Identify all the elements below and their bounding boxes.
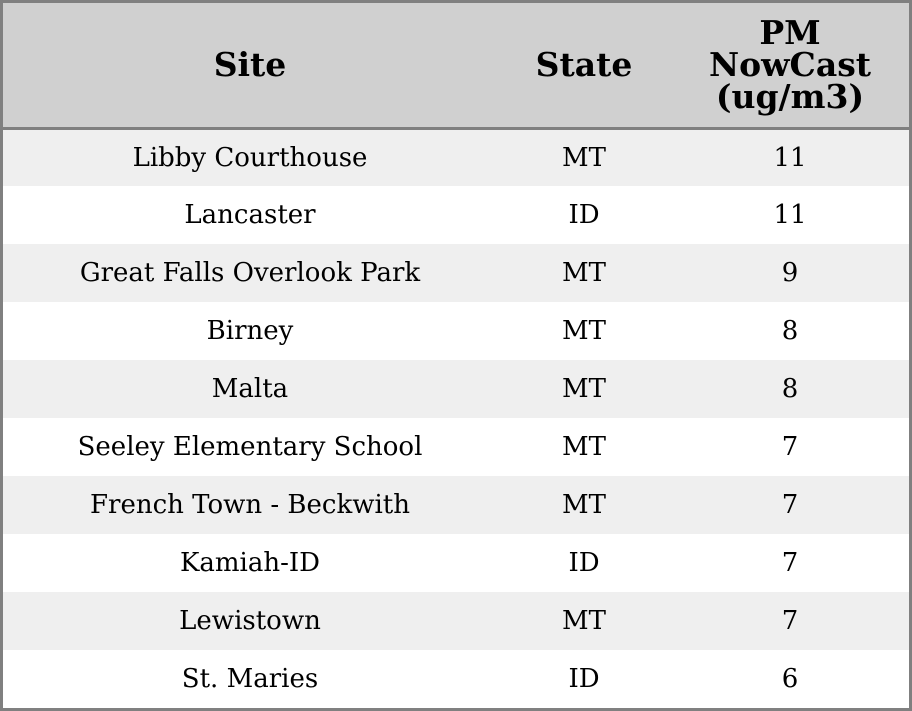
cell-site: Great Falls Overlook Park: [79, 258, 421, 288]
cell-site: St. Maries: [181, 664, 319, 694]
column-header-pm-line-2: NowCast: [708, 44, 872, 84]
column-header-pm-line-3: (ug/m3): [715, 76, 865, 116]
pm-nowcast-table: [3, 3, 909, 708]
cell-state: MT: [562, 374, 606, 404]
column-header-pm-line-1: PM: [759, 12, 821, 52]
column-header-state: State: [497, 3, 671, 128]
cell-state: ID: [568, 548, 600, 578]
table-row: [3, 360, 909, 418]
table-body: [3, 128, 909, 708]
table-row: [3, 128, 909, 186]
table-row: [3, 418, 909, 476]
table-header: [3, 3, 909, 128]
cell-pm-nowcast: 8: [781, 316, 799, 346]
table-row: [3, 650, 909, 708]
cell-site: Lancaster: [184, 200, 316, 230]
cell-pm-nowcast: 6: [781, 664, 799, 694]
cell-state: MT: [562, 142, 606, 173]
table-row: [3, 592, 909, 650]
table-row: [3, 244, 909, 302]
column-header-site: Site: [3, 3, 497, 128]
cell-pm-nowcast: 11: [773, 200, 807, 230]
cell-pm-nowcast: 7: [781, 490, 799, 520]
cell-site: Lewistown: [179, 606, 321, 636]
column-header-pm-nowcast: [671, 3, 909, 128]
cell-site: Malta: [211, 374, 289, 404]
cell-pm-nowcast: 7: [781, 432, 799, 462]
cell-state: ID: [568, 200, 600, 230]
cell-pm-nowcast: 7: [781, 548, 799, 578]
table-row: [3, 186, 909, 244]
cell-state: MT: [562, 606, 606, 636]
cell-site: Seeley Elementary School: [77, 432, 423, 462]
table-row: [3, 302, 909, 360]
table-row: [3, 534, 909, 592]
cell-pm-nowcast: 8: [781, 374, 799, 404]
cell-site: Kamiah-ID: [179, 548, 321, 578]
cell-site: Birney: [206, 316, 294, 346]
cell-state: MT: [562, 490, 606, 520]
cell-site: French Town - Beckwith: [89, 490, 411, 520]
cell-site: Libby Courthouse: [132, 142, 368, 173]
cell-pm-nowcast: 7: [781, 606, 799, 636]
header-row: [3, 3, 909, 128]
cell-state: MT: [562, 316, 606, 346]
table-row: [3, 476, 909, 534]
cell-state: MT: [562, 432, 606, 462]
cell-state: MT: [562, 258, 606, 288]
cell-state: ID: [568, 664, 600, 694]
cell-pm-nowcast: 9: [781, 258, 799, 288]
cell-pm-nowcast: 11: [773, 142, 807, 173]
